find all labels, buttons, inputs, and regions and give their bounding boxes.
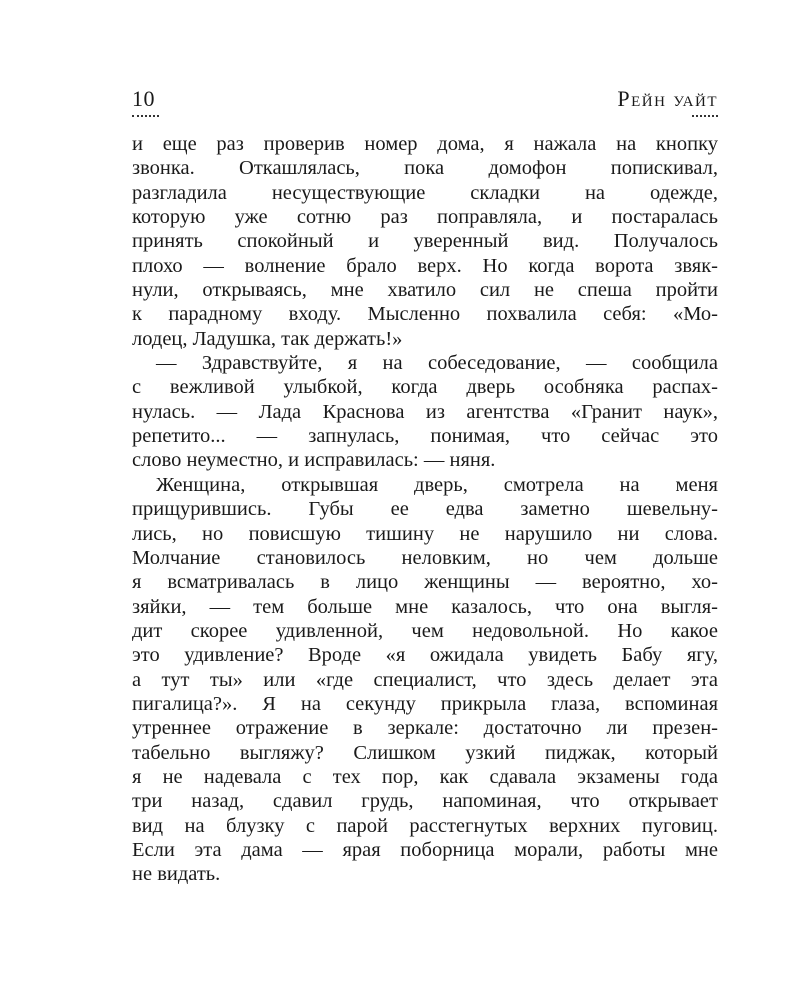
text-line: и еще раз проверив номер дома, я нажала на кнопку	[132, 133, 718, 155]
running-head-dotted-rule	[692, 115, 718, 117]
page-number-dotted-rule	[132, 115, 159, 117]
page-number: 10	[132, 86, 155, 111]
text-line: лись, но повисшую тишину не нарушило ни слова.	[132, 522, 718, 545]
text-line: не видать.	[132, 863, 221, 886]
running-head-author: Рейн уайт	[617, 86, 718, 111]
text-line: Женщина, открывшая дверь, смотрела на меня	[156, 473, 718, 496]
text-line: вид на блузку с парой расстегнутых верхних пуговиц.	[132, 814, 718, 837]
text-line: нули, открываясь, мне хватило сил не спеша пройти	[132, 279, 718, 302]
page-header	[132, 86, 718, 120]
text-line: три назад, сдавил грудь, напоминая, что открывает	[132, 790, 718, 813]
text-line: табельно выгляжу? Слишком узкий пиджак, который	[132, 741, 718, 764]
text-line: зяйки, — тем больше мне казалось, что она выгля-	[132, 595, 718, 618]
text-line: репетито... — запнулась, понимая, что сейчас это	[132, 425, 718, 448]
text-line: которую уже сотню раз поправляла, и постаралась	[132, 206, 718, 229]
text-line: разгладила несуществующие складки на одежде,	[132, 181, 718, 204]
text-line: а тут ты» или «где специалист, что здесь делает эта	[132, 668, 718, 691]
text-line: с вежливой улыбкой, когда дверь особняка распах-	[132, 376, 718, 399]
text-line: принять спокойный и уверенный вид. Получалось	[132, 230, 718, 253]
text-line: Молчание становилось неловким, но чем дольше	[132, 546, 718, 569]
text-line: звонка. Откашлялась, пока домофон попискивал,	[132, 157, 718, 180]
text-line: дит скорее удивленной, чем недовольной. Но какое	[132, 619, 718, 642]
text-line: нулась. — Лада Краснова из агентства «Гранит наук»,	[132, 400, 718, 423]
text-line: Если эта дама — ярая поборница морали, работы мне	[132, 838, 718, 861]
text-line: лодец, Ладушка, так держать!»	[132, 327, 403, 350]
text-line: утреннее отражение в зеркале: достаточно ли презен-	[132, 717, 718, 740]
text-line: прищурившись. Губы ее едва заметно шевельну-	[132, 498, 718, 521]
text-line: плохо — волнение брало верх. Но когда ворота звяк-	[132, 254, 718, 277]
text-line: — Здравствуйте, я на собеседование, — сообщила	[156, 352, 718, 375]
text-line: к парадному входу. Мысленно похвалила себя: «Мо-	[132, 303, 718, 326]
text-line: я не надевала с тех пор, как сдавала экзамены года	[132, 765, 718, 788]
text-line: слово неуместно, и исправилась: — няня.	[132, 449, 496, 472]
text-line: это удивление? Вроде «я ожидала увидеть Бабу ягу,	[132, 644, 718, 667]
text-line: я всматривалась в лицо женщины — вероятно, хо-	[132, 571, 718, 594]
body-text	[132, 132, 718, 887]
text-line: пигалица?». Я на секунду прикрыла глаза, вспоминая	[132, 692, 718, 715]
